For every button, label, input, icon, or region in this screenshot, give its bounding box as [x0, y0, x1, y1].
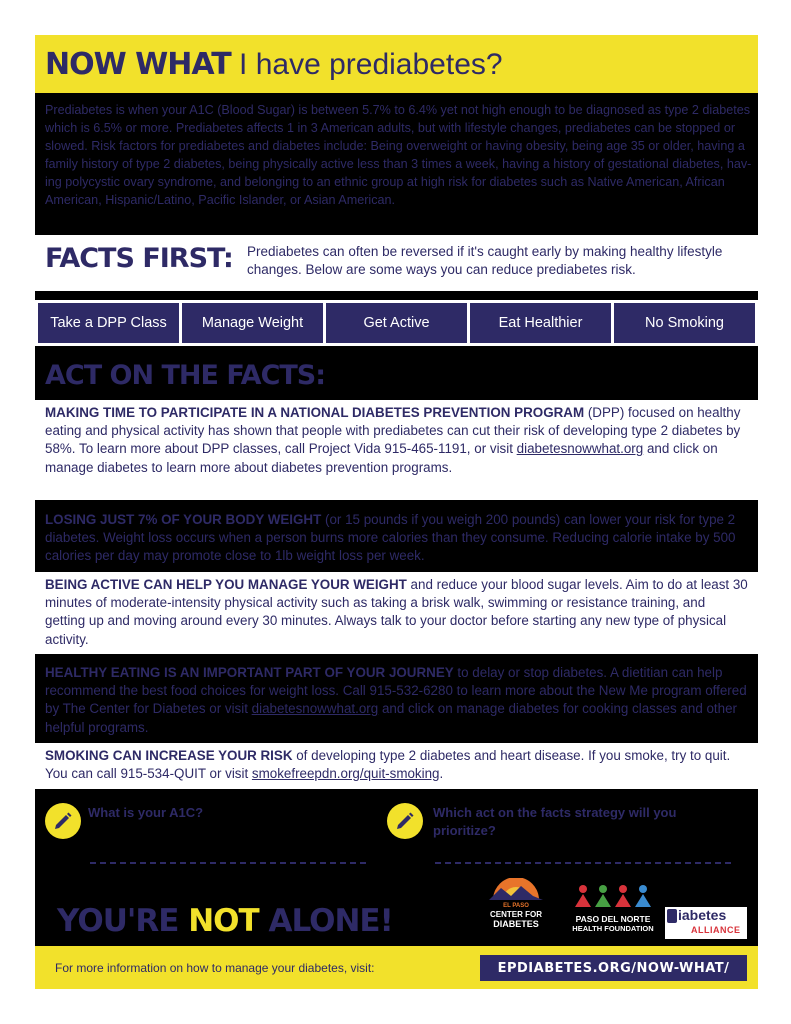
flyer	[35, 35, 758, 989]
page-title: NOW WHAT I have prediabetes?	[45, 47, 503, 82]
diabetes-alliance-logo: iabetes ALLIANCE	[665, 907, 747, 939]
intro-paragraph: Prediabetes is when your A1C (Blood Sugar) is between 5.7% to 6.4% yet not high enough to be diagnosed as type 2 diabetes which is 6.5% or more. Prediabetes affects 1 in 3 American adults, but with lifestyle changes, prediabetes can be stopped or slowed. Risk factors for prediabetes and diabetes include: Being overweight or having obesity, being age 35 or older, having a family history of type 2 diabetes, being physically active less than 3 times a week, having a history of gestational diabetes, hav-ing polycystic ovary syndrome, and belonging to an ethnic group at high risk for diabetes such as Native American, African American, Hispanic/Latino, Pacific Islander, or Asian American.	[45, 103, 752, 207]
section-dpp: MAKING TIME TO PARTICIPATE IN A NATIONAL DIABETES PREVENTION PROGRAM (DPP) focused on healthy eating and physical activity has shown that people with prediabetes can cut their risk of developing type 2 diabetes by 58%. To learn more about DPP classes, call Project Vida 915-465-1191, or visit diabetesnowwhat.org and click on manage diabetes to learn more about diabetes prevention programs.	[35, 400, 758, 500]
footer-bar	[35, 946, 758, 989]
pencil-icon-2	[387, 803, 423, 839]
section-smoking: SMOKING CAN INCREASE YOUR RISK of developing type 2 diabetes and heart disease. If you smoke, try to quit. You can call 915-534-QUIT or visit smokefreepdn.org/quit-smoking.	[35, 743, 758, 789]
diabetesnowwhat-link[interactable]: diabetesnowwhat.org	[516, 441, 644, 457]
strategy-button-row	[35, 300, 758, 346]
act-on-facts-heading: ACT ON THE FACTS:	[45, 360, 326, 391]
section-weight: LOSING JUST 7% OF YOUR BODY WEIGHT (or 15 pounds if you weigh 200 pounds) can lower your risk for type 2 diabetes. Weight loss occurs when a person burns more calories than they consume. Reducing calorie intake by 500 calories per day may promote close to 1lb weight loss per week.	[45, 512, 736, 564]
question-strategy: Which act on the facts strategy will you prioritize?	[433, 805, 677, 838]
question-a1c: What is your A1C?	[88, 805, 204, 820]
manage-weight-button[interactable]: Manage Weight	[182, 303, 323, 343]
footer-text: For more information on how to manage your diabetes, visit:	[55, 961, 375, 975]
facts-first-box	[35, 235, 758, 291]
section-active: BEING ACTIVE CAN HELP YOU MANAGE YOUR WEIGHT and reduce your blood sugar levels. Aim to do at least 30 minutes of moderate-intensity physical activity such as taking a brisk walk, swimming or resistance training, and getting up and moving around every 30 minutes. Always talk to your doctor before starting any new type of physical activity.	[35, 572, 758, 654]
answer-line-strategy[interactable]	[435, 862, 731, 864]
answer-line-a1c[interactable]	[90, 862, 366, 864]
no-smoking-button[interactable]: No Smoking	[614, 303, 755, 343]
get-active-button[interactable]: Get Active	[326, 303, 467, 343]
take-dpp-class-button[interactable]: Take a DPP Class	[38, 303, 179, 343]
facts-first-text: Prediabetes can often be reversed if it's caught early by making healthy lifestyle changes. Below are some ways you can reduce prediabetes risk.	[247, 244, 723, 277]
smokefree-link[interactable]: smokefreepdn.org/quit-smoking	[251, 766, 440, 782]
section-eating: HEALTHY EATING IS AN IMPORTANT PART OF YOUR JOURNEY to delay or stop diabetes. A dietitian can help recommend the best food choices for weight loss. Call 915-532-6280 to learn more about the New Me program offered by The Center for Diabetes or visit diabetesnowwhat.org and click on manage diabetes for cooking classes and other helpful programs.	[45, 665, 747, 735]
website-link-button[interactable]: EPDIABETES.ORG/NOW-WHAT/	[480, 955, 747, 981]
facts-first-heading: FACTS FIRST:	[45, 243, 233, 274]
eat-healthier-button[interactable]: Eat Healthier	[470, 303, 611, 343]
center-for-diabetes-logo: EL PASO CENTER FOR DIABETES	[481, 878, 551, 938]
diabetesnowwhat-link-2[interactable]: diabetesnowwhat.org	[251, 701, 379, 717]
paso-del-norte-logo: PASO DEL NORTE HEALTH FOUNDATION	[561, 881, 665, 941]
pencil-icon	[45, 803, 81, 839]
header-banner	[35, 35, 758, 93]
not-alone-heading: YOU'RE NOT ALONE!	[57, 903, 393, 939]
